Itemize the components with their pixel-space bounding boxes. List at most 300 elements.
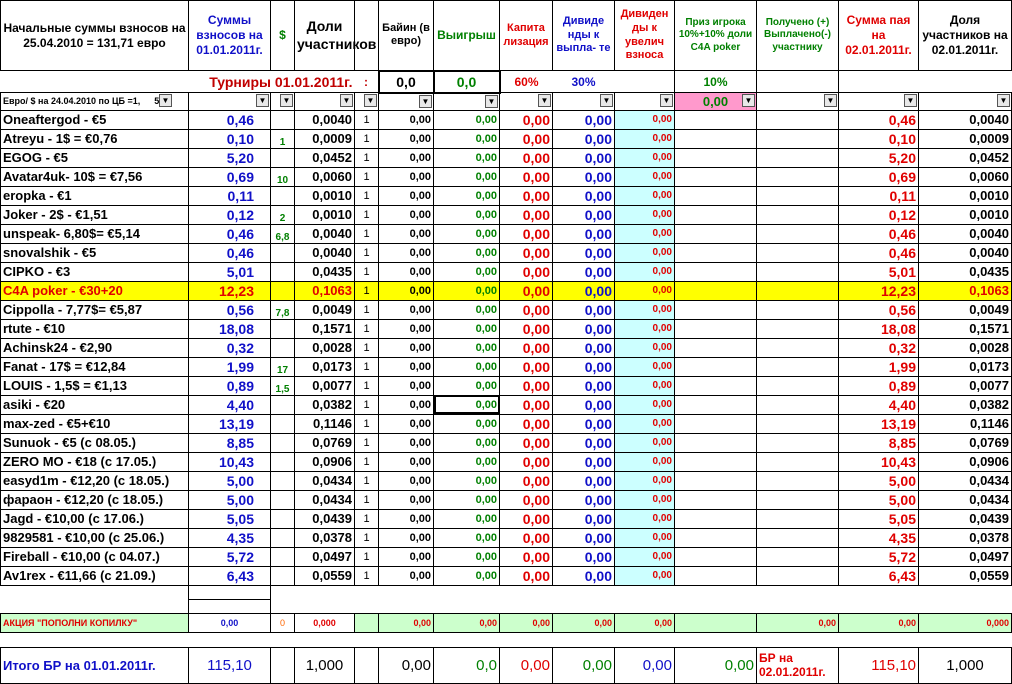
dividends-increase[interactable]: 0,00	[615, 395, 675, 414]
blank-cell[interactable]	[1, 632, 189, 647]
share-sum[interactable]: 5,01	[839, 262, 919, 281]
sum-2011[interactable]: 6,43	[189, 566, 271, 585]
participant-share-2011[interactable]: 0,0049	[919, 300, 1012, 319]
received-paid[interactable]	[757, 262, 839, 281]
win[interactable]: 0,00	[434, 110, 500, 129]
capitalization[interactable]: 0,00	[500, 357, 553, 376]
usd-amount[interactable]	[271, 471, 295, 490]
count[interactable]: 1	[355, 376, 379, 395]
blank-cell[interactable]	[295, 632, 355, 647]
promo-prize[interactable]	[675, 613, 757, 632]
usd-amount[interactable]	[271, 566, 295, 585]
player-prize[interactable]	[675, 528, 757, 547]
received-paid[interactable]	[757, 319, 839, 338]
participant-share[interactable]: 0,1063	[295, 281, 355, 300]
participant-share[interactable]: 0,0378	[295, 528, 355, 547]
participant-name[interactable]: Achinsk24 - €2,90	[1, 338, 189, 357]
win[interactable]: 0,00	[434, 319, 500, 338]
player-prize[interactable]	[675, 509, 757, 528]
participant-share-2011[interactable]: 0,0077	[919, 376, 1012, 395]
totals-share2[interactable]: 1,000	[919, 647, 1012, 683]
blank-cell[interactable]	[839, 632, 919, 647]
capitalization[interactable]: 0,00	[500, 490, 553, 509]
totals-share[interactable]: 1,000	[295, 647, 355, 683]
participant-name[interactable]: eropka - €1	[1, 186, 189, 205]
blank-cell[interactable]	[379, 585, 434, 599]
buyin[interactable]: 0,00	[379, 433, 434, 452]
received-paid[interactable]	[757, 167, 839, 186]
blank-cell[interactable]	[271, 585, 295, 599]
dividends-increase[interactable]: 0,00	[615, 433, 675, 452]
sum-2011[interactable]: 5,05	[189, 509, 271, 528]
blank-cell[interactable]	[553, 599, 615, 613]
player-prize[interactable]	[675, 224, 757, 243]
blank-cell[interactable]	[295, 585, 355, 599]
promo-blank[interactable]	[355, 613, 379, 632]
count[interactable]: 1	[355, 148, 379, 167]
totals-label[interactable]: Итого БР на 01.01.2011г.	[1, 647, 189, 683]
participant-share-2011[interactable]: 0,0769	[919, 433, 1012, 452]
filter-cap[interactable]	[500, 93, 553, 111]
buyin[interactable]: 0,00	[379, 414, 434, 433]
participant-share[interactable]: 0,0434	[295, 490, 355, 509]
received-paid[interactable]	[757, 433, 839, 452]
buyin[interactable]: 0,00	[379, 129, 434, 148]
received-paid[interactable]	[757, 566, 839, 585]
blank-cell[interactable]	[919, 585, 1012, 599]
blank-cell[interactable]	[295, 599, 355, 613]
win[interactable]: 0,00	[434, 376, 500, 395]
win[interactable]: 0,00	[434, 338, 500, 357]
buyin[interactable]: 0,00	[379, 243, 434, 262]
usd-amount[interactable]: 1	[271, 129, 295, 148]
dividends-payout[interactable]: 0,00	[553, 490, 615, 509]
count[interactable]: 1	[355, 281, 379, 300]
usd-amount[interactable]	[271, 281, 295, 300]
buyin[interactable]: 0,00	[379, 224, 434, 243]
participant-name[interactable]: asiki - €20	[1, 395, 189, 414]
blank-cell[interactable]	[189, 599, 271, 613]
win[interactable]: 0,00	[434, 224, 500, 243]
capitalization[interactable]: 0,00	[500, 281, 553, 300]
capitalization[interactable]: 0,00	[500, 566, 553, 585]
participant-name[interactable]: max-zed - €5+€10	[1, 414, 189, 433]
player-prize[interactable]	[675, 319, 757, 338]
blank-cell[interactable]	[500, 585, 553, 599]
filter-n[interactable]	[355, 93, 379, 111]
blank-cell[interactable]	[675, 632, 757, 647]
sum-2011[interactable]: 0,10	[189, 129, 271, 148]
win[interactable]: 0,00	[434, 148, 500, 167]
received-paid[interactable]	[757, 490, 839, 509]
capitalization[interactable]: 0,00	[500, 471, 553, 490]
participant-name[interactable]: Fanat - 17$ = €12,84	[1, 357, 189, 376]
dividends-increase[interactable]: 0,00	[615, 471, 675, 490]
participant-share[interactable]: 0,0009	[295, 129, 355, 148]
count[interactable]: 1	[355, 110, 379, 129]
share-sum[interactable]: 10,43	[839, 452, 919, 471]
received-paid[interactable]	[757, 547, 839, 566]
capitalization[interactable]: 0,00	[500, 300, 553, 319]
sum-2011[interactable]: 0,46	[189, 243, 271, 262]
dividends-increase[interactable]: 0,00	[615, 186, 675, 205]
participant-share[interactable]: 0,0028	[295, 338, 355, 357]
dividends-increase[interactable]: 0,00	[615, 566, 675, 585]
usd-amount[interactable]: 10	[271, 167, 295, 186]
capitalization[interactable]: 0,00	[500, 262, 553, 281]
totals-usd[interactable]	[271, 647, 295, 683]
usd-amount[interactable]	[271, 148, 295, 167]
filter-div[interactable]	[553, 93, 615, 111]
count[interactable]: 1	[355, 547, 379, 566]
participant-name[interactable]: Cippolla - 7,77$= €5,87	[1, 300, 189, 319]
share-sum[interactable]: 0,56	[839, 300, 919, 319]
usd-amount[interactable]	[271, 110, 295, 129]
totals-pay[interactable]: 115,10	[839, 647, 919, 683]
filter-received[interactable]	[757, 93, 839, 111]
player-prize[interactable]	[675, 300, 757, 319]
participant-share-2011[interactable]: 0,0173	[919, 357, 1012, 376]
dividends-increase[interactable]: 0,00	[615, 414, 675, 433]
buyin[interactable]: 0,00	[379, 395, 434, 414]
share-sum[interactable]: 0,46	[839, 224, 919, 243]
participant-share-2011[interactable]: 0,1146	[919, 414, 1012, 433]
received-paid[interactable]	[757, 395, 839, 414]
dividends-payout[interactable]: 0,00	[553, 509, 615, 528]
share-sum[interactable]: 0,11	[839, 186, 919, 205]
usd-amount[interactable]	[271, 395, 295, 414]
sum-2011[interactable]: 0,46	[189, 224, 271, 243]
participant-share-2011[interactable]: 0,1063	[919, 281, 1012, 300]
usd-amount[interactable]	[271, 338, 295, 357]
dividends-payout[interactable]: 0,00	[553, 547, 615, 566]
participant-share-2011[interactable]: 0,1571	[919, 319, 1012, 338]
share-sum[interactable]: 0,69	[839, 167, 919, 186]
blank-cell[interactable]	[189, 632, 271, 647]
dividends-payout[interactable]: 0,00	[553, 376, 615, 395]
participant-name[interactable]: Fireball - €10,00 (с 04.07.)	[1, 547, 189, 566]
buyin[interactable]: 0,00	[379, 452, 434, 471]
sum-2011[interactable]: 12,23	[189, 281, 271, 300]
player-prize[interactable]	[675, 148, 757, 167]
tournaments-buyin[interactable]: 0,0	[379, 71, 434, 93]
buyin[interactable]: 0,00	[379, 205, 434, 224]
participant-share[interactable]: 0,0769	[295, 433, 355, 452]
share-sum[interactable]: 0,46	[839, 243, 919, 262]
dividends-increase[interactable]: 0,00	[615, 509, 675, 528]
count[interactable]: 1	[355, 319, 379, 338]
filter-dropdown-icon[interactable]: ▼	[660, 94, 673, 107]
participant-share-2011[interactable]: 0,0009	[919, 129, 1012, 148]
buyin[interactable]: 0,00	[379, 490, 434, 509]
filter-dropdown-icon[interactable]: ▼	[997, 94, 1010, 107]
capitalization[interactable]: 0,00	[500, 148, 553, 167]
count[interactable]: 1	[355, 414, 379, 433]
win[interactable]: 0,00	[434, 281, 500, 300]
sum-2011[interactable]: 0,69	[189, 167, 271, 186]
sum-2011[interactable]: 10,43	[189, 452, 271, 471]
usd-amount[interactable]: 2	[271, 205, 295, 224]
participant-share-2011[interactable]: 0,0435	[919, 262, 1012, 281]
filter-dropdown-icon[interactable]: ▼	[256, 94, 269, 107]
buyin[interactable]: 0,00	[379, 300, 434, 319]
totals-div[interactable]: 0,00	[553, 647, 615, 683]
win[interactable]: 0,00	[434, 300, 500, 319]
capitalization[interactable]: 0,00	[500, 167, 553, 186]
usd-amount[interactable]	[271, 262, 295, 281]
capitalization[interactable]: 0,00	[500, 395, 553, 414]
capitalization[interactable]: 0,00	[500, 319, 553, 338]
participant-share[interactable]: 0,0559	[295, 566, 355, 585]
dividends-increase[interactable]: 0,00	[615, 528, 675, 547]
win[interactable]: 0,00	[434, 186, 500, 205]
filter-prize[interactable]	[675, 93, 757, 111]
participant-name[interactable]: фараон - €12,20 (с 18.05.)	[1, 490, 189, 509]
capitalization[interactable]: 0,00	[500, 338, 553, 357]
dividends-increase[interactable]: 0,00	[615, 490, 675, 509]
blank-cell[interactable]	[355, 632, 379, 647]
dividends-payout[interactable]: 0,00	[553, 566, 615, 585]
dividends-increase[interactable]: 0,00	[615, 224, 675, 243]
dividends-payout[interactable]: 0,00	[553, 471, 615, 490]
count[interactable]: 1	[355, 129, 379, 148]
buyin[interactable]: 0,00	[379, 528, 434, 547]
win[interactable]: 0,00	[434, 433, 500, 452]
totals-sum[interactable]: 115,10	[189, 647, 271, 683]
dividends-payout[interactable]: 0,00	[553, 452, 615, 471]
dividends-payout[interactable]: 0,00	[553, 528, 615, 547]
count[interactable]: 1	[355, 205, 379, 224]
participant-name[interactable]: Joker - 2$ - €1,51	[1, 205, 189, 224]
usd-amount[interactable]: 1,5	[271, 376, 295, 395]
share-sum[interactable]: 5,72	[839, 547, 919, 566]
participant-share-2011[interactable]: 0,0040	[919, 224, 1012, 243]
blank-cell[interactable]	[757, 599, 839, 613]
buyin[interactable]: 0,00	[379, 547, 434, 566]
blank-cell[interactable]	[553, 632, 615, 647]
sum-2011[interactable]: 18,08	[189, 319, 271, 338]
usd-amount[interactable]	[271, 490, 295, 509]
dividends-increase[interactable]: 0,00	[615, 167, 675, 186]
participant-share-2011[interactable]: 0,0439	[919, 509, 1012, 528]
filter-divinc[interactable]	[615, 93, 675, 111]
participant-share-2011[interactable]: 0,0434	[919, 471, 1012, 490]
blank-cell[interactable]	[919, 599, 1012, 613]
dividends-payout[interactable]: 0,00	[553, 433, 615, 452]
participant-share-2011[interactable]: 0,0906	[919, 452, 1012, 471]
dividends-increase[interactable]: 0,00	[615, 357, 675, 376]
blank-cell[interactable]	[1, 599, 189, 613]
participant-share[interactable]: 0,0010	[295, 205, 355, 224]
received-paid[interactable]	[757, 414, 839, 433]
participant-name[interactable]: Sunuok - €5 (с 08.05.)	[1, 433, 189, 452]
count[interactable]: 1	[355, 300, 379, 319]
participant-share[interactable]: 0,0040	[295, 110, 355, 129]
dividends-payout[interactable]: 0,00	[553, 243, 615, 262]
participant-name[interactable]: Oneaftergod - €5	[1, 110, 189, 129]
received-paid[interactable]	[757, 528, 839, 547]
usd-amount[interactable]	[271, 243, 295, 262]
dividends-increase[interactable]: 0,00	[615, 300, 675, 319]
filter-dropdown-icon[interactable]: ▼	[904, 94, 917, 107]
promo-share[interactable]: 0,000	[295, 613, 355, 632]
share-sum[interactable]: 1,99	[839, 357, 919, 376]
capitalization[interactable]: 0,00	[500, 547, 553, 566]
sum-2011[interactable]: 0,11	[189, 186, 271, 205]
buyin[interactable]: 0,00	[379, 110, 434, 129]
blank-cell[interactable]	[757, 585, 839, 599]
participant-share-2011[interactable]: 0,0382	[919, 395, 1012, 414]
participant-name[interactable]: snovalshik - €5	[1, 243, 189, 262]
received-paid[interactable]	[757, 243, 839, 262]
participant-share[interactable]: 0,0060	[295, 167, 355, 186]
filter-label-cell[interactable]	[1, 93, 189, 111]
buyin[interactable]: 0,00	[379, 148, 434, 167]
capitalization[interactable]: 0,00	[500, 528, 553, 547]
dividends-increase[interactable]: 0,00	[615, 148, 675, 167]
player-prize[interactable]	[675, 357, 757, 376]
count[interactable]: 1	[355, 224, 379, 243]
sum-2011[interactable]: 5,00	[189, 490, 271, 509]
participant-share[interactable]: 0,0173	[295, 357, 355, 376]
totals-br-label[interactable]: БР на 02.01.2011г.	[757, 647, 839, 683]
dividends-increase[interactable]: 0,00	[615, 205, 675, 224]
blank-cell[interactable]	[434, 632, 500, 647]
share-sum[interactable]: 4,40	[839, 395, 919, 414]
player-prize[interactable]	[675, 338, 757, 357]
win[interactable]: 0,00	[434, 547, 500, 566]
buyin[interactable]: 0,00	[379, 167, 434, 186]
count[interactable]: 1	[355, 395, 379, 414]
participant-share[interactable]: 0,0434	[295, 471, 355, 490]
sum-2011[interactable]: 0,46	[189, 110, 271, 129]
participant-share[interactable]: 0,0439	[295, 509, 355, 528]
received-paid[interactable]	[757, 471, 839, 490]
player-prize[interactable]	[675, 395, 757, 414]
participant-share[interactable]: 0,0049	[295, 300, 355, 319]
usd-amount[interactable]	[271, 452, 295, 471]
player-prize[interactable]	[675, 376, 757, 395]
participant-share[interactable]: 0,0382	[295, 395, 355, 414]
win[interactable]: 0,00	[434, 452, 500, 471]
win[interactable]: 0,00	[434, 205, 500, 224]
received-paid[interactable]	[757, 129, 839, 148]
sum-2011[interactable]: 0,12	[189, 205, 271, 224]
count[interactable]: 1	[355, 186, 379, 205]
sum-2011[interactable]: 5,72	[189, 547, 271, 566]
blank-cell[interactable]	[434, 585, 500, 599]
participant-name[interactable]: 9829581 - €10,00 (с 25.06.)	[1, 528, 189, 547]
win[interactable]: 0,00	[434, 167, 500, 186]
participant-share-2011[interactable]: 0,0497	[919, 547, 1012, 566]
participant-share[interactable]: 0,0452	[295, 148, 355, 167]
received-paid[interactable]	[757, 110, 839, 129]
promo-label[interactable]: АКЦИЯ "ПОПОЛНИ КОПИЛКУ"	[1, 613, 189, 632]
count[interactable]: 1	[355, 566, 379, 585]
player-prize[interactable]	[675, 566, 757, 585]
dividends-increase[interactable]: 0,00	[615, 262, 675, 281]
player-prize[interactable]	[675, 281, 757, 300]
share-sum[interactable]: 5,05	[839, 509, 919, 528]
sum-2011[interactable]: 13,19	[189, 414, 271, 433]
capitalization[interactable]: 0,00	[500, 129, 553, 148]
promo-received[interactable]: 0,00	[757, 613, 839, 632]
capitalization[interactable]: 0,00	[500, 186, 553, 205]
share-sum[interactable]: 6,43	[839, 566, 919, 585]
usd-amount[interactable]	[271, 528, 295, 547]
win[interactable]: 0,00	[434, 414, 500, 433]
dividends-increase[interactable]: 0,00	[615, 281, 675, 300]
filter-dropdown-icon[interactable]: ▼	[742, 94, 755, 107]
blank-cell[interactable]	[1, 585, 189, 599]
share-sum[interactable]: 0,46	[839, 110, 919, 129]
dividends-increase[interactable]: 0,00	[615, 129, 675, 148]
player-prize[interactable]	[675, 186, 757, 205]
buyin[interactable]: 0,00	[379, 319, 434, 338]
buyin[interactable]: 0,00	[379, 357, 434, 376]
count[interactable]: 1	[355, 452, 379, 471]
capitalization[interactable]: 0,00	[500, 433, 553, 452]
filter-dropdown-icon[interactable]: ▼	[280, 94, 293, 107]
promo-div[interactable]: 0,00	[553, 613, 615, 632]
promo-usd[interactable]: 0	[271, 613, 295, 632]
filter-share2[interactable]	[919, 93, 1012, 111]
capitalization[interactable]: 0,00	[500, 509, 553, 528]
filter-dropdown-icon[interactable]: ▼	[419, 95, 432, 108]
buyin[interactable]: 0,00	[379, 262, 434, 281]
player-prize[interactable]	[675, 452, 757, 471]
player-prize[interactable]	[675, 414, 757, 433]
count[interactable]: 1	[355, 357, 379, 376]
filter-dropdown-icon[interactable]: ▼	[364, 94, 377, 107]
participant-share-2011[interactable]: 0,0040	[919, 243, 1012, 262]
participant-share[interactable]: 0,0040	[295, 224, 355, 243]
filter-dropdown-icon[interactable]: ▼	[538, 94, 551, 107]
received-paid[interactable]	[757, 452, 839, 471]
filter-dropdown-icon[interactable]: ▼	[824, 94, 837, 107]
dividends-increase[interactable]: 0,00	[615, 243, 675, 262]
participant-share[interactable]: 0,1571	[295, 319, 355, 338]
blank-cell[interactable]	[189, 585, 271, 599]
win[interactable]: 0,00	[434, 471, 500, 490]
blank-cell[interactable]	[379, 599, 434, 613]
participant-share[interactable]: 0,0010	[295, 186, 355, 205]
player-prize[interactable]	[675, 243, 757, 262]
buyin[interactable]: 0,00	[379, 376, 434, 395]
sum-2011[interactable]: 0,56	[189, 300, 271, 319]
participant-name[interactable]: rtute - €10	[1, 319, 189, 338]
dividends-increase[interactable]: 0,00	[615, 338, 675, 357]
win[interactable]: 0,00	[434, 490, 500, 509]
filter-sum[interactable]	[189, 93, 271, 111]
usd-amount[interactable]: 17	[271, 357, 295, 376]
blank-cell[interactable]	[675, 599, 757, 613]
dividends-payout[interactable]: 0,00	[553, 110, 615, 129]
player-prize[interactable]	[675, 433, 757, 452]
share-sum[interactable]: 12,23	[839, 281, 919, 300]
blank-cell[interactable]	[757, 632, 839, 647]
dividends-payout[interactable]: 0,00	[553, 414, 615, 433]
usd-amount[interactable]	[271, 414, 295, 433]
usd-amount[interactable]	[271, 186, 295, 205]
totals-prize[interactable]: 0,00	[675, 647, 757, 683]
received-paid[interactable]	[757, 205, 839, 224]
sum-2011[interactable]: 0,32	[189, 338, 271, 357]
received-paid[interactable]	[757, 224, 839, 243]
buyin[interactable]: 0,00	[379, 509, 434, 528]
blank-cell[interactable]	[615, 599, 675, 613]
player-prize[interactable]	[675, 129, 757, 148]
